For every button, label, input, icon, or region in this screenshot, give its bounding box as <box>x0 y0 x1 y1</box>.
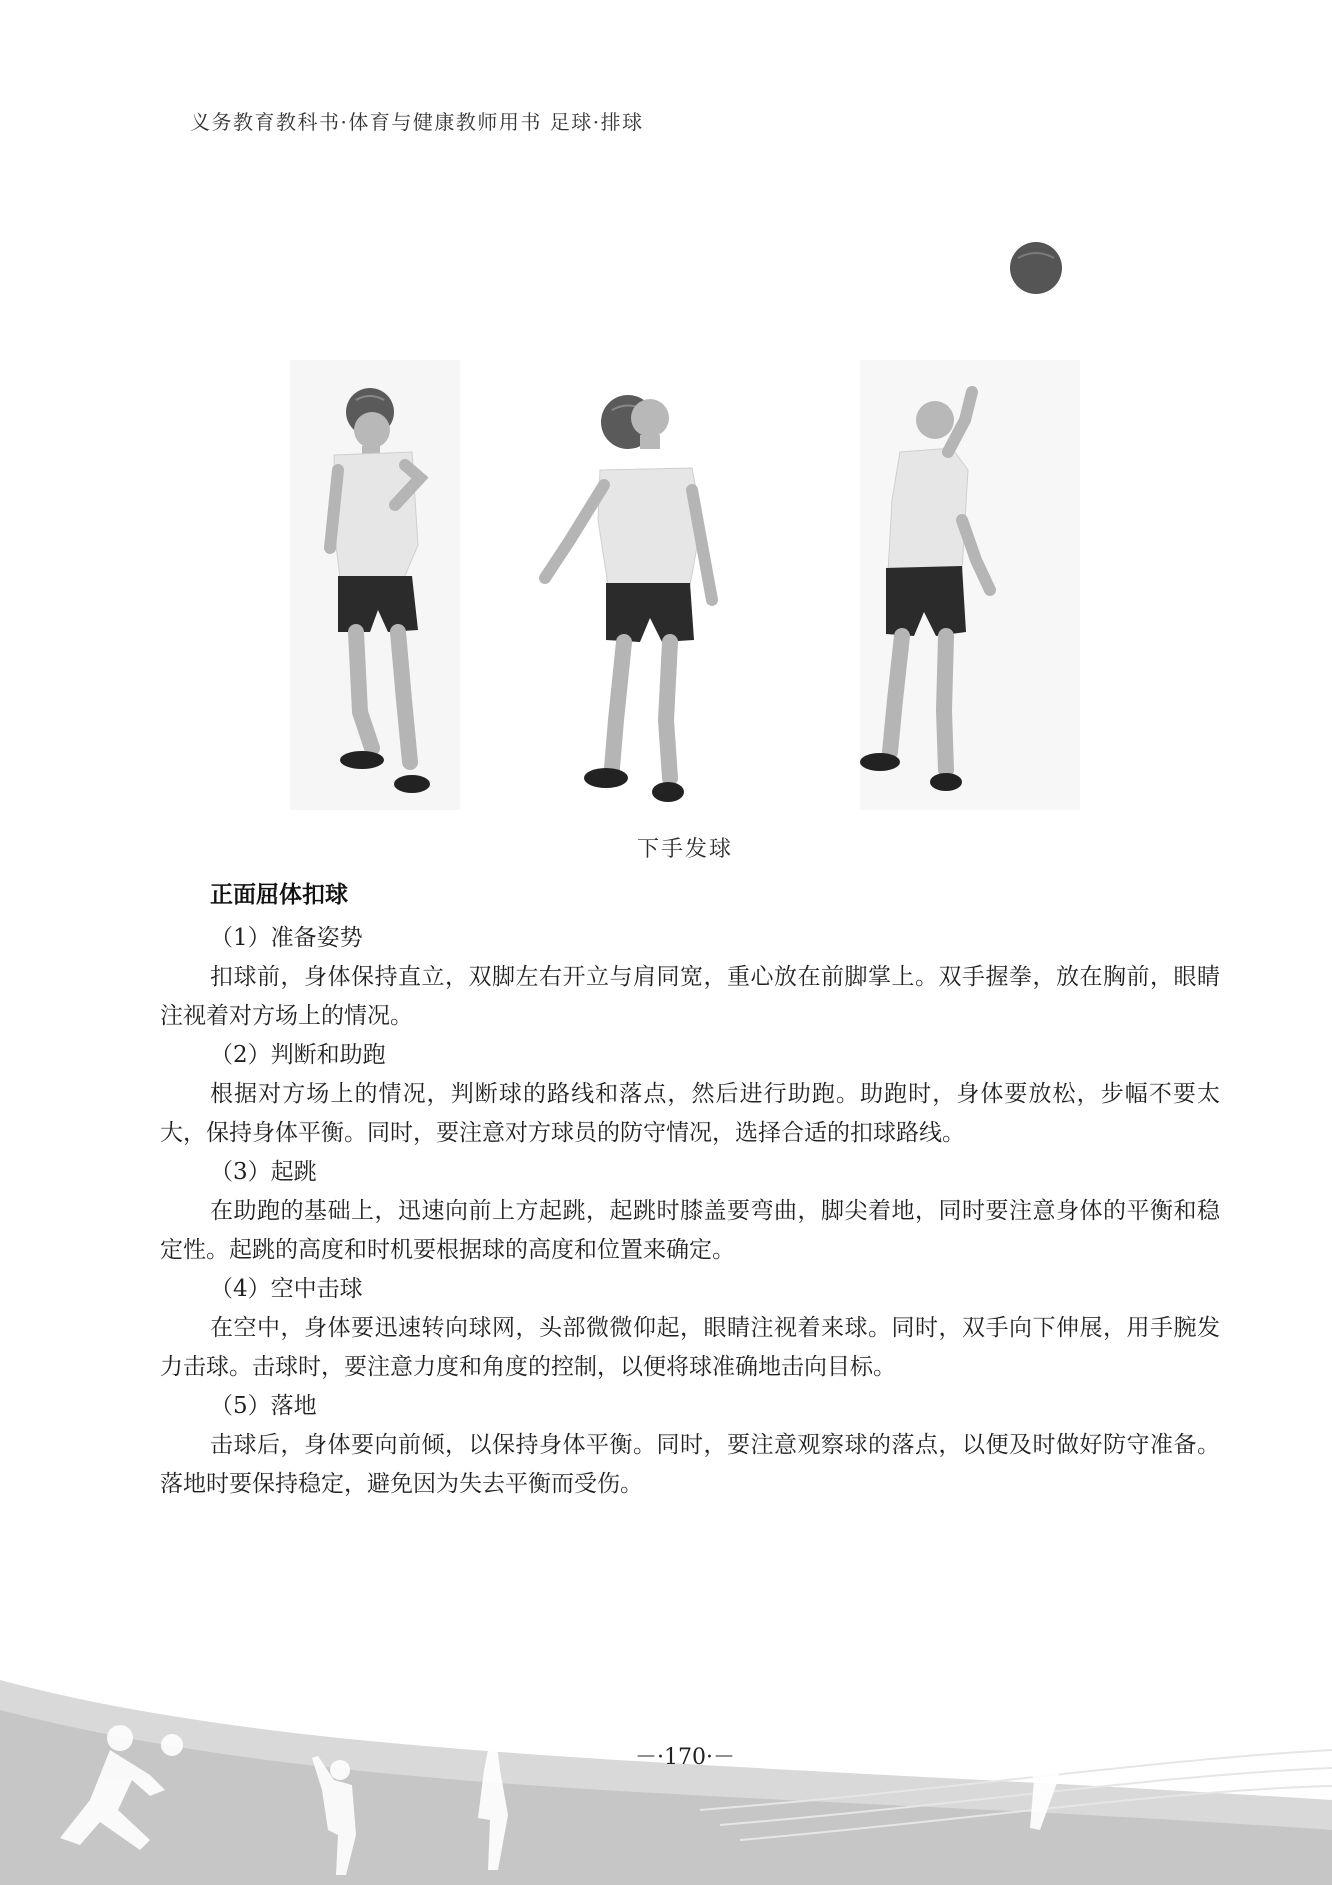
underhand-serve-photo-sequence <box>0 0 1332 860</box>
step-1-label: （1）准备姿势 <box>210 925 363 951</box>
page-number: －·170·－ <box>635 1745 735 1770</box>
step-1-text: 扣球前，身体保持直立，双脚左右开立与肩同宽，重心放在前脚掌上。双手握拳，放在胸前，眼睛注视着对方场上的情况。 <box>160 964 1220 1029</box>
step-4-label: （4）空中击球 <box>210 1276 363 1302</box>
step-2-label: （2）判断和助跑 <box>210 1042 386 1068</box>
volleyball-3 <box>1010 242 1062 294</box>
section-content <box>160 876 1220 1504</box>
player-pose-2 <box>545 395 712 802</box>
step-5-label: （5）落地 <box>210 1393 317 1419</box>
step-5-text: 击球后，身体要向前倾，以保持身体平衡。同时，要注意观察球的落点，以便及时做好防守准备。落地时要保持稳定，避免因为失去平衡而受伤。 <box>160 1432 1220 1497</box>
step-2-text: 根据对方场上的情况，判断球的路线和落点，然后进行助跑。助跑时，身体要放松，步幅不要太大，保持身体平衡。同时，要注意对方球员的防守情况，选择合适的扣球路线。 <box>160 1081 1220 1146</box>
step-3-label: （3）起跳 <box>210 1159 317 1185</box>
figure-caption: 下手发球 <box>636 837 733 862</box>
running-header: 义务教育教科书·体育与健康教师用书 足球·排球 <box>190 110 644 134</box>
step-3-text: 在助跑的基础上，迅速向前上方起跳，起跳时膝盖要弯曲，脚尖着地，同时要注意身体的平衡和稳定性。起跳的高度和时机要根据球的高度和位置来确定。 <box>160 1198 1220 1263</box>
step-4-text: 在空中，身体要迅速转向球网，头部微微仰起，眼睛注视着来球。同时，双手向下伸展，用手腕发力击球。击球时，要注意力度和角度的控制，以便将球准确地击向目标。 <box>160 1315 1220 1380</box>
section-title: 正面屈体扣球 <box>210 882 348 908</box>
